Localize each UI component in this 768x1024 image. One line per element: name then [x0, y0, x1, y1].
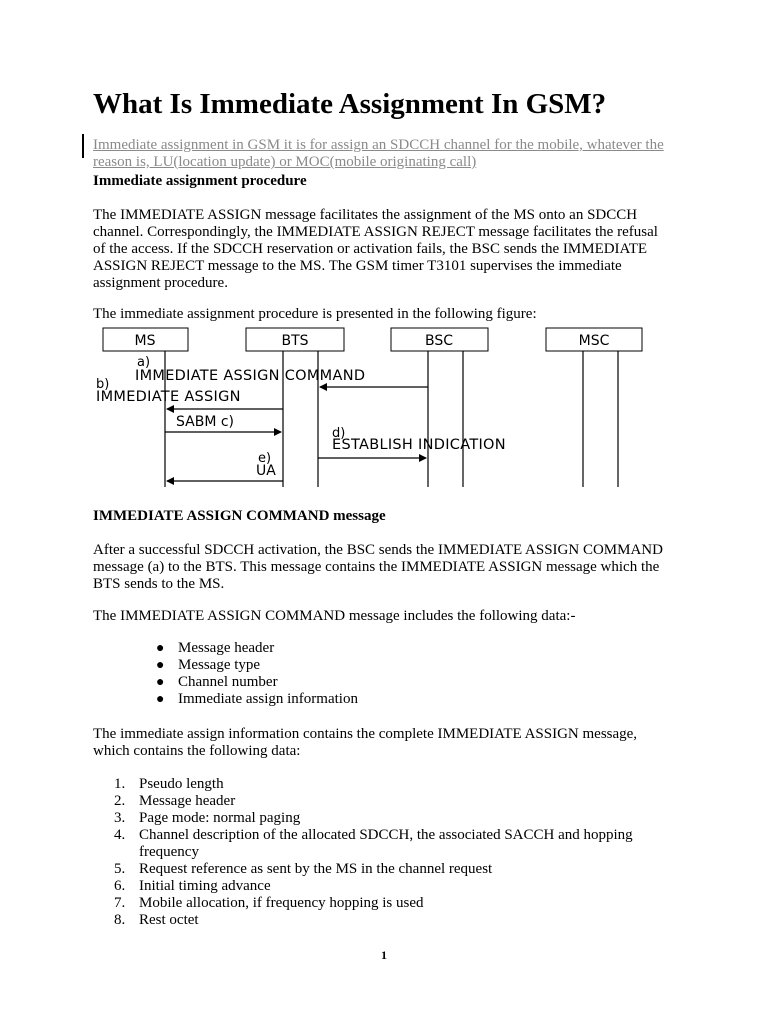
- intro-link[interactable]: Immediate assignment in GSM it is for assign an SDCCH channel for the mobile, whatever the reason is, LU(location update) or MOC(mobile originating call): [93, 137, 664, 170]
- procedure-heading: Immediate assignment procedure: [93, 173, 307, 189]
- bullet-icon: ●: [156, 692, 165, 707]
- msg-d-letter: d): [332, 426, 346, 441]
- sequence-diagram: [0, 0, 768, 500]
- msg-e-label: UA: [256, 463, 276, 479]
- paragraph-command-data: The IMMEDIATE ASSIGN COMMAND message includes the following data:-: [93, 608, 576, 624]
- list-item: ● Message type: [156, 657, 261, 673]
- paragraph-command: After a successful SDCCH activation, the BSC sends the IMMEDIATE ASSIGN COMMAND message (a) to the BTS. This message contains the IMMEDIATE ASSIGN message which the BTS sends to the MS.: [93, 542, 663, 592]
- command-heading: IMMEDIATE ASSIGN COMMAND message: [93, 508, 386, 524]
- bullet-icon: ●: [156, 641, 165, 656]
- list-item: ● Immediate assign information: [156, 691, 358, 707]
- node-label-ms: MS: [134, 333, 156, 349]
- msg-c-label: SABM c): [176, 414, 235, 430]
- msg-d-label: ESTABLISH INDICATION: [332, 437, 506, 453]
- msg-a-label: IMMEDIATE ASSIGN COMMAND: [135, 368, 366, 384]
- node-label-bsc: BSC: [424, 333, 454, 349]
- msg-e-letter: e): [258, 451, 272, 466]
- list-item: ● Message header: [156, 640, 275, 656]
- list-item: 3. Page mode: normal paging: [114, 810, 301, 826]
- list-item: 7. Mobile allocation, if frequency hopping is used: [114, 895, 424, 911]
- list-item: 2. Message header: [114, 793, 236, 809]
- list-item: ● Channel number: [156, 674, 278, 690]
- page-number: 1: [381, 948, 387, 962]
- bullet-icon: ●: [156, 658, 165, 673]
- msg-a-letter: a): [137, 355, 151, 370]
- list-item: 6. Initial timing advance: [114, 878, 271, 894]
- node-label-msc: MSC: [578, 333, 610, 349]
- list-item: 5. Request reference as sent by the MS in the channel request: [114, 861, 493, 877]
- bullet-list: [93, 640, 358, 708]
- list-item: 8. Rest octet: [114, 912, 199, 928]
- paragraph-assign-info: The immediate assign information contains the complete IMMEDIATE ASSIGN message, which contains the following data:: [93, 726, 638, 759]
- paragraph-figure-intro: The immediate assignment procedure is presented in the following figure:: [93, 306, 537, 322]
- page-title: What Is Immediate Assignment In GSM?: [93, 88, 607, 120]
- list-item: 4. Channel description of the allocated SDCCH, the associated SACCH and hopping frequency: [114, 827, 633, 860]
- msg-b-label: IMMEDIATE ASSIGN: [96, 389, 241, 405]
- list-item: 1. Pseudo length: [114, 776, 224, 792]
- msg-b-letter: b): [96, 377, 110, 392]
- paragraph-immediate-assign: The IMMEDIATE ASSIGN message facilitates the assignment of the MS onto an SDCCH channel. Correspondingly, the IMMEDIATE ASSIGN REJECT message facilitates the refusal of the access. If the SDCCH reservation or activation fails, the BSC sends the IMMEDIATE ASSIGN REJECT message to the MS. The GSM timer T3101 supervises the immediate assignment procedure.: [93, 207, 658, 291]
- bullet-icon: ●: [156, 675, 165, 690]
- node-label-bts: BTS: [281, 333, 309, 349]
- numbered-list: [93, 776, 673, 929]
